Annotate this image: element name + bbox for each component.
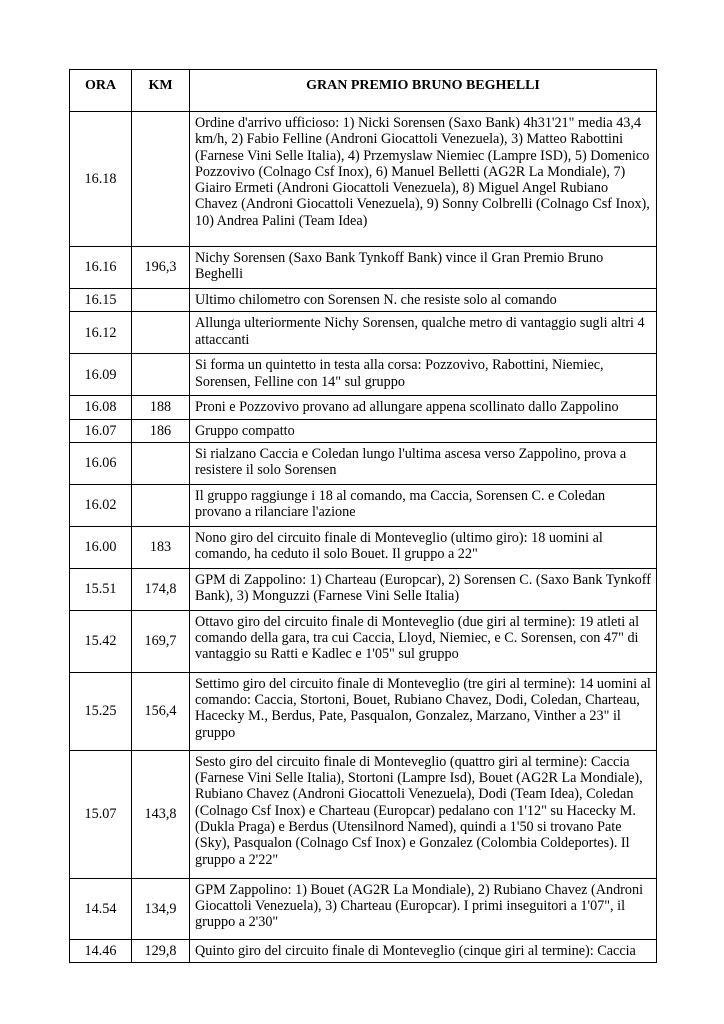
table-row: [70, 312, 657, 354]
cell-description: Sesto giro del circuito finale di Monteveglio (quattro giri al termine): Caccia (Farnese Vini Selle Italia), Stortoni (Lampre Isd), Bouet (AG2R La Mondiale), Rubiano Chavez (Androni Giocattoli Venezuela), Dodi (Team Idea), Coledan (Colnago Csf Inox) e Charteau (Europcar) pedalano con 1'12" su Hacecky M. (Dukla Praga) e Berdus (Utensilnord Named), quindi a 1'50 si trovano Pate (Sky), Pasqualon (Colnago Csf Inox) e Gonzalez (Colombia Coldeportes). Il gruppo a 2'22": [190, 750, 657, 878]
cell-ora: 16.16: [70, 247, 132, 289]
cell-km: 143,8: [132, 750, 190, 878]
cell-ora: 15.07: [70, 750, 132, 878]
cell-description: Allunga ulteriormente Nichy Sorensen, qualche metro di vantaggio sugli altri 4 attaccanti: [190, 312, 657, 354]
cell-ora: 15.42: [70, 610, 132, 672]
cell-ora: 14.54: [70, 878, 132, 939]
table-row: [70, 610, 657, 672]
cell-description: Quinto giro del circuito finale di Monteveglio (cinque giri al termine): Caccia: [190, 939, 657, 962]
cell-ora: 16.06: [70, 442, 132, 484]
cell-description: Ottavo giro del circuito finale di Monteveglio (due giri al termine): 19 atleti al comando della gara, tra cui Caccia, Lloyd, Niemiec, e C. Sorensen, con 47" di vantaggio su Ratti e Kadlec e 1'05" sul gruppo: [190, 610, 657, 672]
cell-km: 188: [132, 396, 190, 419]
cell-km: 129,8: [132, 939, 190, 962]
table-row: [70, 354, 657, 396]
cell-km: 134,9: [132, 878, 190, 939]
cell-description: Nichy Sorensen (Saxo Bank Tynkoff Bank) vince il Gran Premio Bruno Beghelli: [190, 247, 657, 289]
cell-km: 169,7: [132, 610, 190, 672]
cell-ora: 15.51: [70, 568, 132, 610]
cell-km: [132, 484, 190, 526]
table-row: [70, 878, 657, 939]
table-row: [70, 289, 657, 312]
cell-ora: 16.08: [70, 396, 132, 419]
cell-km: 196,3: [132, 247, 190, 289]
cell-km: 156,4: [132, 672, 190, 750]
header-km: KM: [132, 70, 190, 112]
cell-description: GPM di Zappolino: 1) Charteau (Europcar), 2) Sorensen C. (Saxo Bank Tynkoff Bank), 3) Monguzzi (Farnese Vini Selle Italia): [190, 568, 657, 610]
cell-ora: 15.25: [70, 672, 132, 750]
cell-description: Il gruppo raggiunge i 18 al comando, ma Caccia, Sorensen C. e Coledan provano a rilanciare l'azione: [190, 484, 657, 526]
table-row: [70, 568, 657, 610]
cell-description: Gruppo compatto: [190, 419, 657, 442]
cell-ora: 16.07: [70, 419, 132, 442]
cell-ora: 16.15: [70, 289, 132, 312]
cell-description: Ultimo chilometro con Sorensen N. che resiste solo al comando: [190, 289, 657, 312]
race-log-table: [69, 69, 657, 963]
cell-ora: 16.09: [70, 354, 132, 396]
cell-description: Nono giro del circuito finale di Monteveglio (ultimo giro): 18 uomini al comando, ha ceduto il solo Bouet. Il gruppo a 22": [190, 526, 657, 568]
cell-ora: 14.46: [70, 939, 132, 962]
cell-description: Proni e Pozzovivo provano ad allungare appena scollinato dallo Zappolino: [190, 396, 657, 419]
cell-description: Si forma un quintetto in testa alla corsa: Pozzovivo, Rabottini, Niemiec, Sorensen, Felline con 14" sul gruppo: [190, 354, 657, 396]
header-title: GRAN PREMIO BRUNO BEGHELLI: [190, 70, 657, 112]
cell-km: [132, 312, 190, 354]
table-row: [70, 526, 657, 568]
table-row: [70, 247, 657, 289]
cell-description: Settimo giro del circuito finale di Monteveglio (tre giri al termine): 14 uomini al comando: Caccia, Stortoni, Bouet, Rubiano Chavez, Dodi, Coledan, Charteau, Hacecky M., Berdus, Pate, Pasqualon, Gonzalez, Marzano, Vinther a 23" il gruppo: [190, 672, 657, 750]
table-row: [70, 484, 657, 526]
cell-description: Ordine d'arrivo ufficioso: 1) Nicki Sorensen (Saxo Bank) 4h31'21" media 43,4 km/h, 2) Fabio Felline (Androni Giocattoli Venezuela), 3) Matteo Rabottini (Farnese Vini Selle Italia), 4) Przemyslaw Niemiec (Lampre ISD), 5) Domenico Pozzovivo (Colnago Csf Inox), 6) Manuel Belletti (AG2R La Mondiale), 7) Giairo Ermeti (Androni Giocattoli Venezuela), 8) Miguel Angel Rubiano Chavez (Androni Giocattoli Venezuela), 9) Sonny Colbrelli (Colnago Csf Inox), 10) Andrea Palini (Team Idea): [190, 112, 657, 247]
table-row: [70, 939, 657, 962]
cell-km: [132, 289, 190, 312]
cell-km: [132, 442, 190, 484]
cell-km: [132, 354, 190, 396]
cell-ora: 16.02: [70, 484, 132, 526]
cell-km: 186: [132, 419, 190, 442]
table-row: [70, 396, 657, 419]
table-row: [70, 112, 657, 247]
cell-description: GPM Zappolino: 1) Bouet (AG2R La Mondiale), 2) Rubiano Chavez (Androni Giocattoli Venezuela), 3) Charteau (Europcar). I primi inseguitori a 1'07", il gruppo a 2'30": [190, 878, 657, 939]
cell-ora: 16.00: [70, 526, 132, 568]
header-ora: ORA: [70, 70, 132, 112]
cell-description: Si rialzano Caccia e Coledan lungo l'ultima ascesa verso Zappolino, prova a resistere il solo Sorensen: [190, 442, 657, 484]
cell-ora: 16.18: [70, 112, 132, 247]
cell-km: [132, 112, 190, 247]
table-row: [70, 672, 657, 750]
table-row: [70, 750, 657, 878]
cell-km: 183: [132, 526, 190, 568]
table-header-row: [70, 70, 657, 112]
table-row: [70, 442, 657, 484]
table-row: [70, 419, 657, 442]
cell-ora: 16.12: [70, 312, 132, 354]
cell-km: 174,8: [132, 568, 190, 610]
